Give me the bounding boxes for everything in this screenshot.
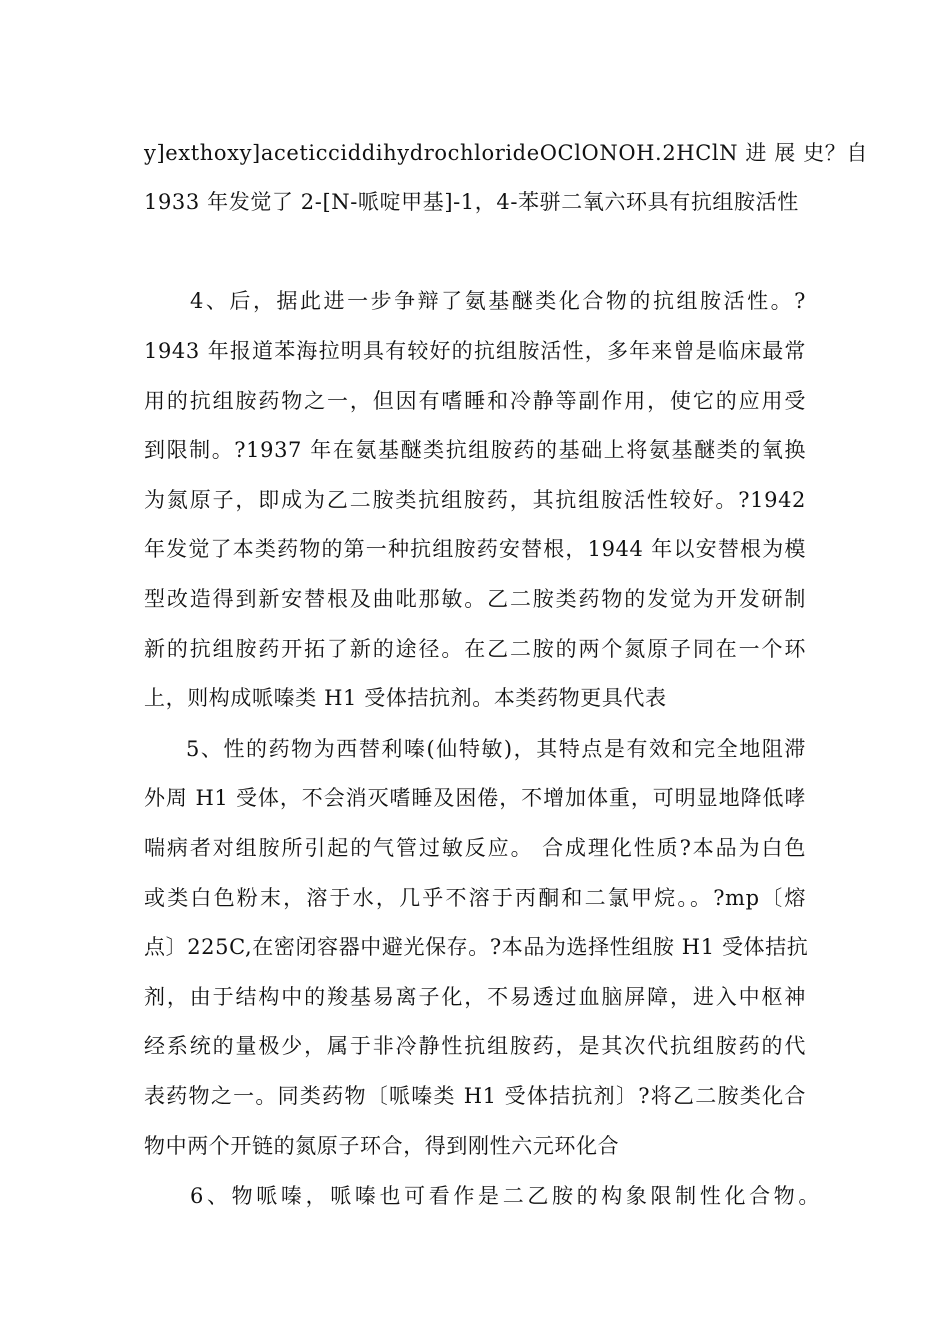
text-line: 外周 H1 受体，不会消灭嗜睡及困倦，不增加体重，可明显地降低哮 — [144, 786, 806, 810]
text-line: 喘病者对组胺所引起的气管过敏反应。 合成理化性质?本品为白色 — [144, 836, 806, 860]
paragraph-5-first-line: 5、性的药物为西替利嗪(仙特敏)，其特点是有效和完全地阻滞 — [186, 737, 806, 761]
paragraph-4-first-line: 4、后，据此进一步争辩了氨基醚类化合物的抗组胺活性。? — [190, 289, 806, 313]
text-line: 新的抗组胺药开拓了新的途径。在乙二胺的两个氮原子同在一个环 — [144, 637, 806, 661]
text-line: 1943 年报道苯海拉明具有较好的抗组胺活性，多年来曾是临床最常 — [144, 339, 806, 363]
text-line: 点〕225C,在密闭容器中避光保存。?本品为选择性组胺 H1 受体拮抗 — [144, 935, 809, 959]
text-line: 经系统的量极少，属于非冷静性抗组胺药，是其次代抗组胺药的代 — [144, 1034, 806, 1058]
text-line: y]exthoxy]aceticciddihydrochlorideOClONOH.2HClN 进 展 史？自 — [144, 141, 868, 165]
text-line: 年发觉了本类药物的第一种抗组胺药安替根，1944 年以安替根为模 — [144, 537, 806, 561]
text-line: 为氮原子，即成为乙二胺类抗组胺药，其抗组胺活性较好。?1942 — [144, 488, 806, 512]
text-line: 用的抗组胺药物之一，但因有嗜睡和冷静等副作用，使它的应用受 — [144, 389, 806, 413]
text-line: 1933 年发觉了 2-[N-哌啶甲基]-1，4-苯骈二氧六环具有抗组胺活性 — [144, 190, 799, 214]
text-line: 上，则构成哌嗪类 H1 受体拮抗剂。本类药物更具代表 — [144, 686, 667, 710]
text-line: 物中两个开链的氮原子环合，得到刚性六元环化合 — [144, 1134, 620, 1158]
text-line: 型改造得到新安替根及曲吡那敏。乙二胺类药物的发觉为开发研制 — [144, 587, 806, 611]
text-line: 到限制。?1937 年在氨基醚类抗组胺药的基础上将氨基醚类的氧换 — [144, 438, 806, 462]
text-line: 剂，由于结构中的羧基易离子化，不易透过血脑屏障，进入中枢神 — [144, 985, 806, 1009]
text-line: 表药物之一。同类药物〔哌嗪类 H1 受体拮抗剂〕?将乙二胺类化合 — [144, 1084, 806, 1108]
paragraph-6-first-line: 6、物哌嗪，哌嗪也可看作是二乙胺的构象限制性化合物。 — [190, 1184, 820, 1208]
text-line: 或类白色粉末，溶于水，几乎不溶于丙酮和二氯甲烷。。?mp〔熔 — [144, 886, 806, 910]
